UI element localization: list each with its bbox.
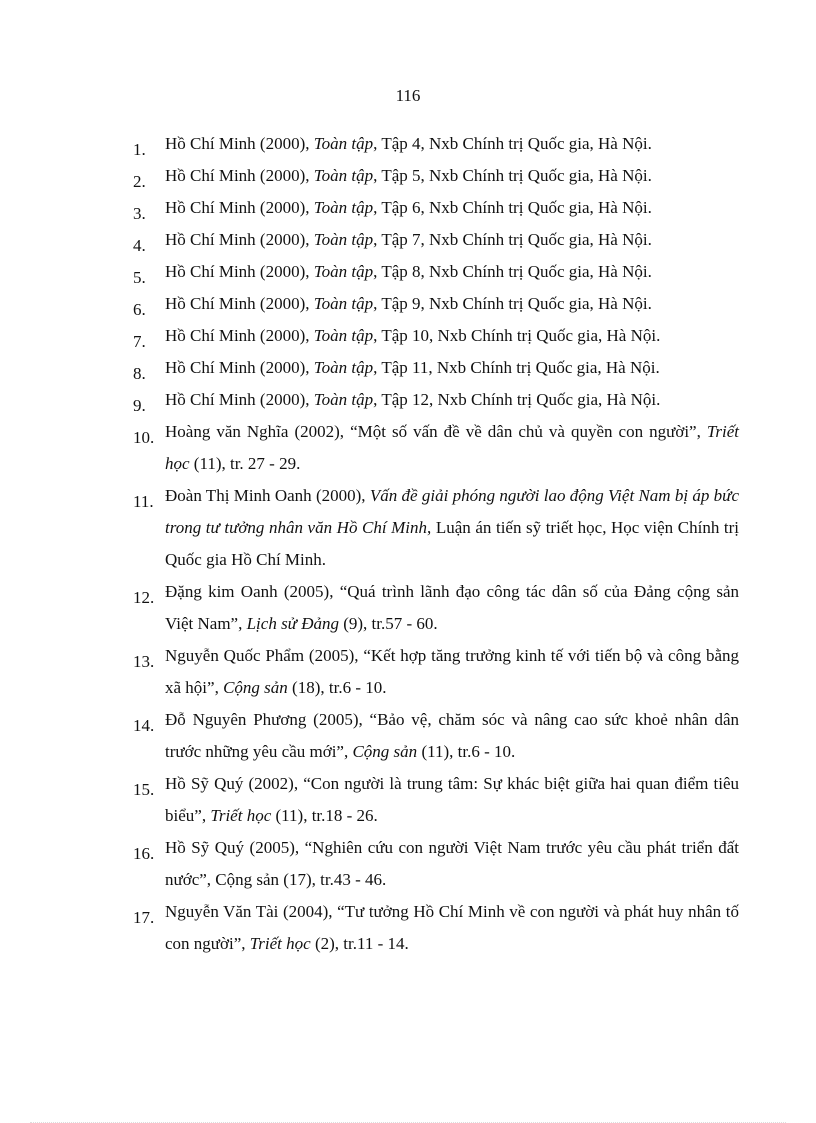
reference-details: (2), tr.11 - 14. (310, 934, 409, 953)
reference-author: Hồ Sỹ Quý (2002), “Con người là trung tâm: Sự khác biệt giữa hai quan điểm tiêu biểu”, (165, 774, 739, 825)
reference-item (133, 256, 739, 288)
reference-title: Toàn tập (313, 134, 374, 153)
reference-details: , Tập 8, Nxb Chính trị Quốc gia, Hà Nội. (373, 262, 652, 281)
reference-details: , Tập 5, Nxb Chính trị Quốc gia, Hà Nội. (373, 166, 652, 185)
reference-title: Vấn đề giải phóng người lao động Việt Nam bị áp bức trong tư tưởng nhân văn Hồ Chí Minh (165, 486, 739, 537)
reference-author: Hồ Chí Minh (2000), (165, 326, 314, 345)
reference-author: Hồ Chí Minh (2000), (165, 230, 314, 249)
reference-title: Toàn tập (313, 166, 374, 185)
reference-author: Đỗ Nguyên Phương (2005), “Bảo vệ, chăm sóc và nâng cao sức khoẻ nhân dân trước những yêu cầu mới”, (165, 710, 739, 761)
reference-author: Nguyễn Quốc Phẩm (2005), “Kết hợp tăng trưởng kinh tế với tiến bộ và công bằng xã hội”, (165, 646, 739, 697)
reference-number: 8. (133, 364, 146, 383)
reference-details: , Tập 10, Nxb Chính trị Quốc gia, Hà Nội. (373, 326, 661, 345)
reference-number: 3. (133, 204, 146, 223)
reference-title: Cộng sản (223, 678, 288, 697)
page-number: 116 (395, 86, 421, 105)
reference-number: 11. (133, 492, 154, 511)
reference-number: 16. (133, 844, 155, 863)
reference-number: 4. (133, 236, 146, 255)
reference-number: 14. (133, 716, 155, 735)
reference-title: Toàn tập (313, 262, 374, 281)
reference-title: Triết học (165, 422, 739, 473)
reference-title: Cộng sản (352, 742, 418, 761)
reference-author: Hồ Chí Minh (2000), (165, 134, 314, 153)
reference-item (133, 896, 739, 960)
reference-item (133, 480, 739, 576)
reference-number: 9. (133, 396, 146, 415)
reference-title: Toàn tập (313, 358, 374, 377)
reference-details: , Tập 6, Nxb Chính trị Quốc gia, Hà Nội. (373, 198, 652, 217)
reference-list (133, 128, 739, 960)
reference-item (133, 768, 739, 832)
reference-title: Toàn tập (313, 198, 374, 217)
reference-author: Nguyễn Văn Tài (2004), “Tư tưởng Hồ Chí Minh về con người và phát huy nhân tố con người”, (165, 902, 739, 953)
reference-item (133, 416, 739, 480)
reference-item (133, 704, 739, 768)
reference-details: (11), tr.18 - 26. (271, 806, 378, 825)
reference-number: 7. (133, 332, 146, 351)
reference-author: Hồ Chí Minh (2000), (165, 358, 314, 377)
reference-details: (18), tr.6 - 10. (287, 678, 387, 697)
reference-item (133, 384, 739, 416)
reference-author: Hồ Chí Minh (2000), (165, 294, 314, 313)
reference-item (133, 640, 739, 704)
reference-author: Hồ Chí Minh (2000), (165, 262, 314, 281)
reference-number: 13. (133, 652, 155, 671)
reference-title: Triết học (210, 806, 272, 825)
reference-author: Đoàn Thị Minh Oanh (2000), (165, 486, 370, 505)
reference-title: Toàn tập (313, 230, 374, 249)
reference-details: , Tập 9, Nxb Chính trị Quốc gia, Hà Nội. (373, 294, 652, 313)
reference-number: 1. (133, 140, 146, 159)
reference-title: Toàn tập (313, 326, 374, 345)
reference-item (133, 288, 739, 320)
reference-number: 2. (133, 172, 146, 191)
reference-item (133, 192, 739, 224)
reference-author: Hồ Chí Minh (2000), (165, 166, 314, 185)
reference-number: 17. (133, 908, 155, 927)
reference-number: 10. (133, 428, 155, 447)
reference-item (133, 128, 739, 160)
reference-details: , Tập 4, Nxb Chính trị Quốc gia, Hà Nội. (373, 134, 652, 153)
reference-item (133, 352, 739, 384)
reference-number: 15. (133, 780, 155, 799)
reference-number: 6. (133, 300, 146, 319)
reference-details: , Luận án tiến sỹ triết học, Học viện Chính trị Quốc gia Hồ Chí Minh. (165, 518, 739, 569)
reference-item (133, 160, 739, 192)
reference-author: Hồ Chí Minh (2000), (165, 390, 314, 409)
reference-details: , Tập 7, Nxb Chính trị Quốc gia, Hà Nội. (373, 230, 652, 249)
reference-item (133, 576, 739, 640)
reference-author: Hồ Sỹ Quý (2005), “Nghiên cứu con người Việt Nam trước yêu cầu phát triển đất nước”, Cộng sản (17), tr.43 - 46. (165, 838, 739, 889)
reference-details: , Tập 11, Nxb Chính trị Quốc gia, Hà Nội. (373, 358, 660, 377)
reference-item (133, 224, 739, 256)
reference-item (133, 320, 739, 352)
reference-number: 5. (133, 268, 146, 287)
reference-details: (11), tr.6 - 10. (417, 742, 516, 761)
reference-author: Hoàng văn Nghĩa (2002), “Một số vấn đề về dân chủ và quyền con người”, (165, 422, 707, 441)
reference-title: Triết học (249, 934, 311, 953)
reference-item (133, 832, 739, 896)
reference-author: Đặng kim Oanh (2005), “Quá trình lãnh đạo công tác dân số của Đảng cộng sản Việt Nam”, (165, 582, 739, 633)
reference-details: (11), tr. 27 - 29. (189, 454, 301, 473)
reference-title: Toàn tập (313, 294, 374, 313)
reference-details: , Tập 12, Nxb Chính trị Quốc gia, Hà Nội. (373, 390, 661, 409)
reference-number: 12. (133, 588, 155, 607)
reference-details: (9), tr.57 - 60. (338, 614, 438, 633)
reference-title: Toàn tập (313, 390, 374, 409)
reference-author: Hồ Chí Minh (2000), (165, 198, 314, 217)
reference-title: Lịch sử Đảng (246, 614, 339, 633)
